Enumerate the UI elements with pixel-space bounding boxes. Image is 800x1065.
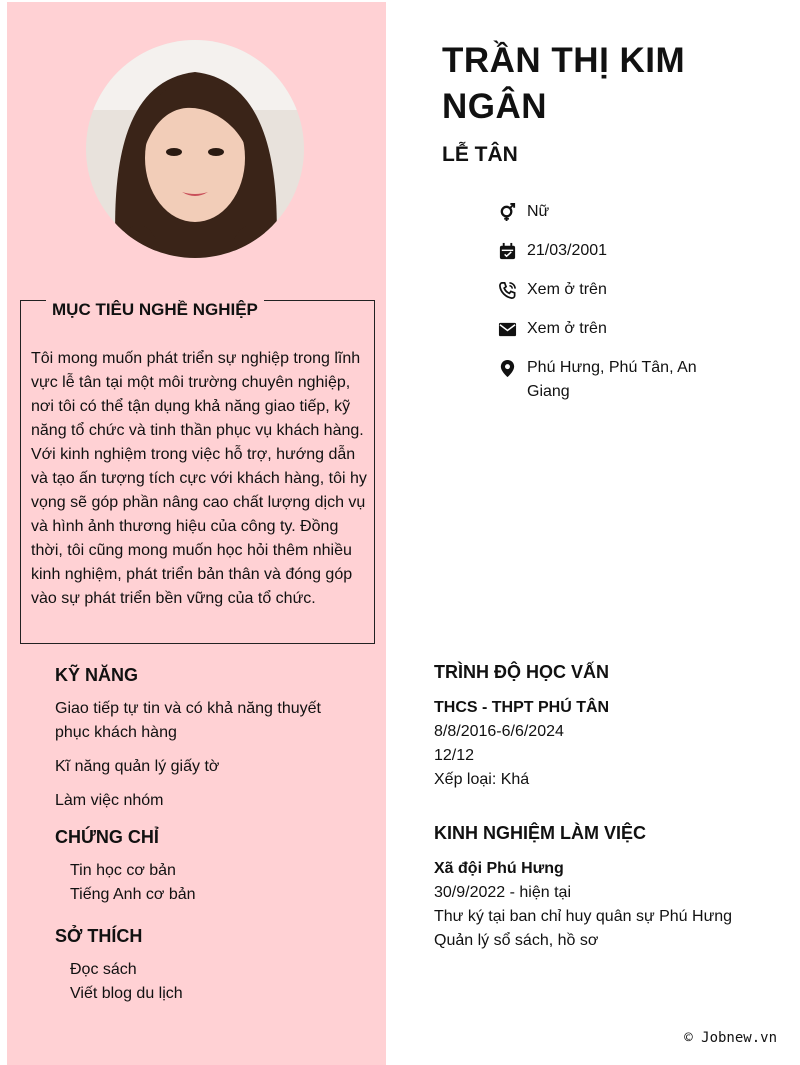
contact-text: Xem ở trên xyxy=(527,320,607,337)
education-rank: Xếp loại: Khá xyxy=(434,771,530,788)
job-title: LỄ TÂN xyxy=(442,143,518,166)
certificates-list xyxy=(70,859,350,907)
candidate-name: TRẦN THỊ KIM NGÂN xyxy=(442,41,686,126)
contact-text: Phú Hưng, Phú Tân, An Giang xyxy=(527,359,697,400)
experience-entry xyxy=(434,857,774,953)
contact-text: Xem ở trên xyxy=(527,281,607,298)
contact-birthday xyxy=(498,239,738,263)
experience-period: 30/9/2022 - hiện tại xyxy=(434,884,571,901)
experience-org: Xã đội Phú Hưng xyxy=(434,860,564,877)
contact-email xyxy=(498,317,738,341)
contact-gender xyxy=(498,200,738,224)
hobby-item: Đọc sách xyxy=(70,961,137,978)
contact-address xyxy=(498,356,738,404)
calendar-icon xyxy=(498,242,517,261)
school-name: THCS - THPT PHÚ TÂN xyxy=(434,699,610,716)
skills-list xyxy=(55,697,355,823)
gender-icon xyxy=(498,203,517,222)
skill-item: Kĩ năng quản lý giấy tờ xyxy=(55,758,220,775)
skill-item: Giao tiếp tự tin và có khả năng thuyết phục khách hàng xyxy=(55,700,321,741)
experience-role: Thư ký tại ban chỉ huy quân sự Phú Hưng xyxy=(434,908,733,925)
experience-duty: Quản lý sổ sách, hồ sơ xyxy=(434,932,599,949)
education-title: TRÌNH ĐỘ HỌC VẤN xyxy=(434,662,609,682)
certificate-item: Tin học cơ bản xyxy=(70,862,176,879)
contact-text: Nữ xyxy=(527,203,550,220)
portrait-image xyxy=(86,40,304,258)
contact-phone xyxy=(498,278,738,302)
education-entry xyxy=(434,696,774,792)
education-grade: 12/12 xyxy=(434,747,475,764)
hobby-item: Viết blog du lịch xyxy=(70,985,183,1002)
footer-credit: © Jobnew.vn xyxy=(684,1030,777,1046)
contact-text: 21/03/2001 xyxy=(527,242,608,259)
phone-icon xyxy=(498,281,517,300)
skills-title: KỸ NĂNG xyxy=(55,665,139,685)
experience-title: KINH NGHIỆM LÀM VIỆC xyxy=(434,823,647,843)
objective-title: MỤC TIÊU NGHỀ NGHIỆP xyxy=(46,299,264,321)
profile-photo xyxy=(86,40,304,258)
contact-info xyxy=(498,200,738,419)
education-period: 8/8/2016-6/6/2024 xyxy=(434,723,564,740)
certificates-title: CHỨNG CHỈ xyxy=(55,827,159,847)
certificate-item: Tiếng Anh cơ bản xyxy=(70,886,196,903)
skill-item: Làm việc nhóm xyxy=(55,792,164,809)
location-icon xyxy=(498,359,517,378)
objective-text: Tôi mong muốn phát triển sự nghiệp trong lĩnh vực lễ tân tại một môi trường chuyên nghiệp, nơi tôi có thể tận dụng khả năng giao tiếp, kỹ năng tổ chức và tinh thần phục vụ khách hàng. Với kinh nghiệm trong việc hỗ trợ, hướng dẫn và tạo ấn tượng tích cực với khách hàng, tôi hy vọng sẽ góp phần nâng cao chất lượng dịch vụ và hình ảnh thương hiệu của công ty. Đồng thời, tôi cũng mong muốn học hỏi thêm nhiều kinh nghiệm, phát triển bản thân và đóng góp vào sự phát triển bền vững của tổ chức. xyxy=(31,350,367,607)
hobbies-list xyxy=(70,958,350,1006)
hobbies-title: SỞ THÍCH xyxy=(55,926,143,946)
email-icon xyxy=(498,320,517,339)
